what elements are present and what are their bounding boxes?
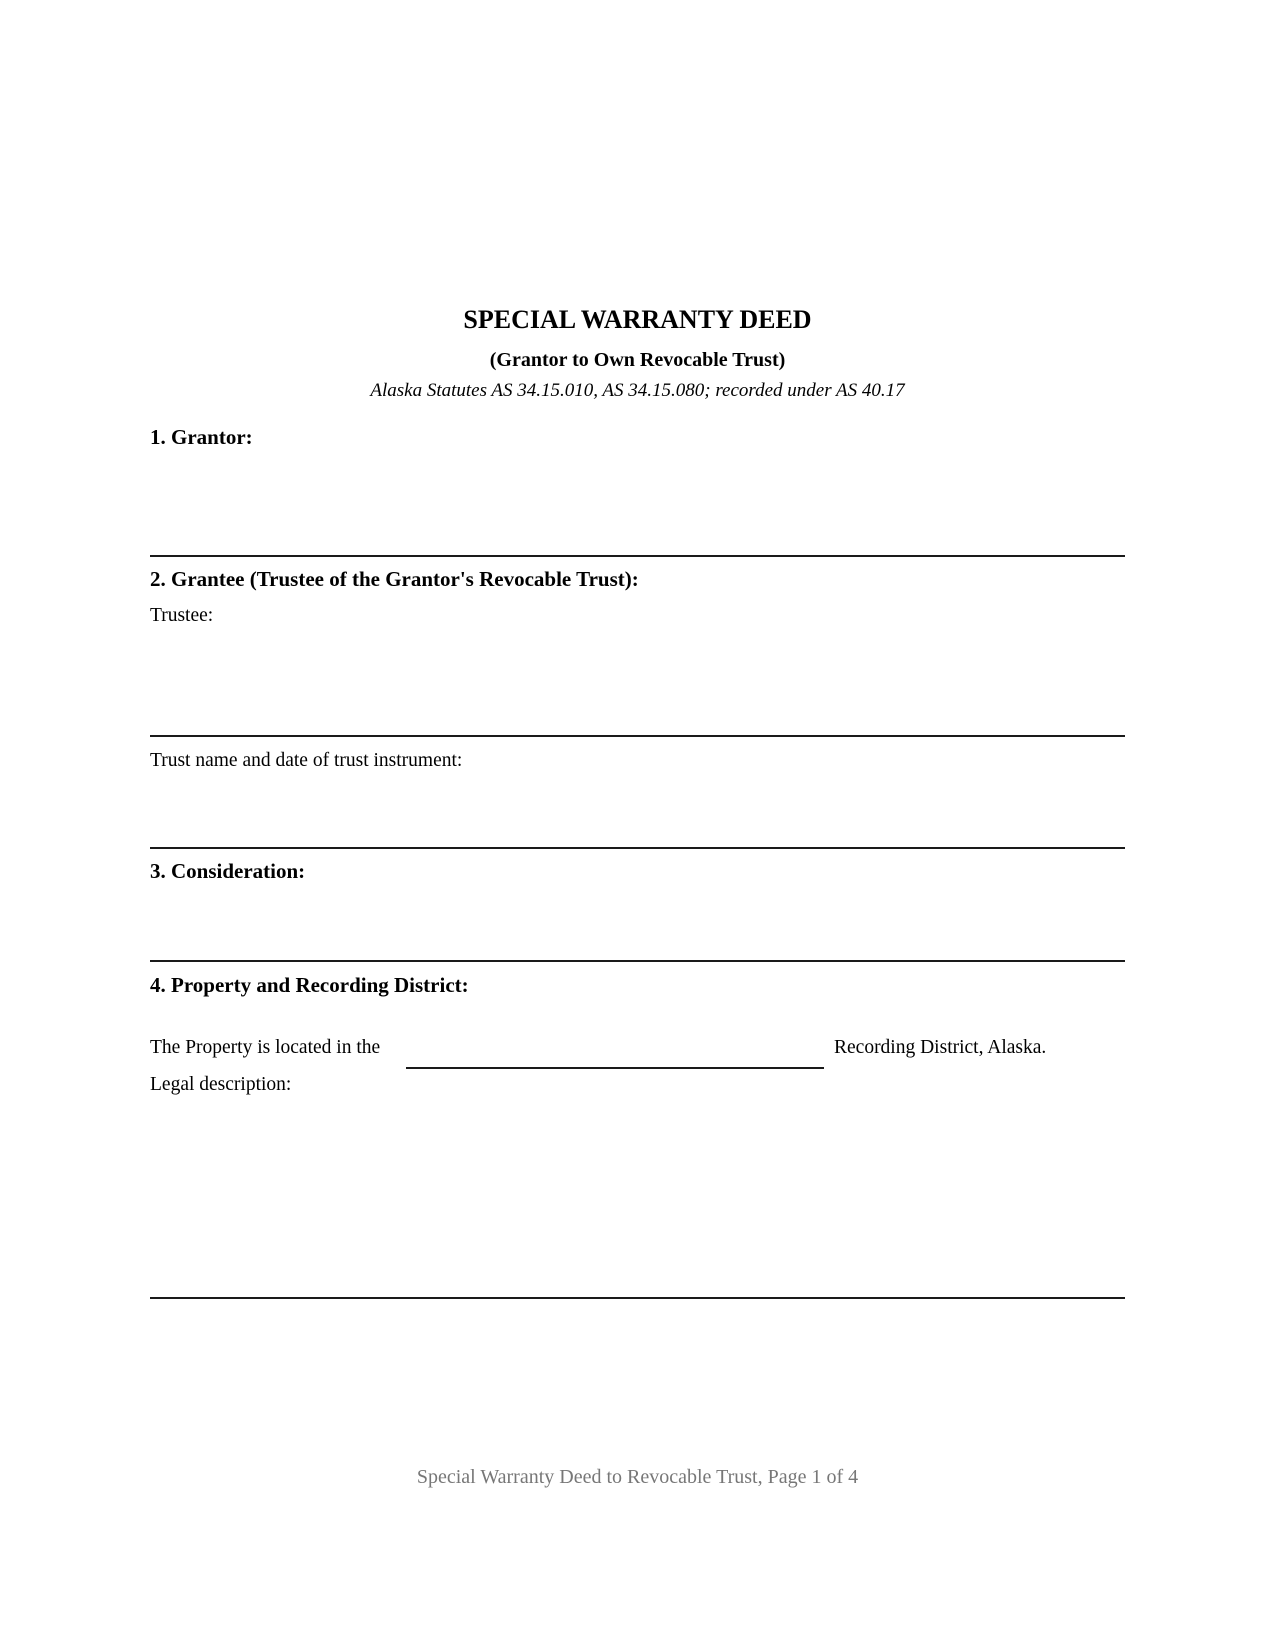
statute-reference: Alaska Statutes AS 34.15.010, AS 34.15.080; recorded under AS 40.17 [370, 380, 905, 401]
property-location-prefix: The Property is located in the [150, 1037, 381, 1058]
grantor-field-line[interactable] [150, 555, 1125, 557]
trustee-label: Trustee: [150, 605, 214, 626]
document-title: SPECIAL WARRANTY DEED [463, 305, 812, 334]
grantor-heading: 1. Grantor: [150, 425, 253, 449]
legal-description-label: Legal description: [150, 1074, 292, 1095]
trust-name-field-line[interactable] [150, 847, 1125, 849]
page-footer: Special Warranty Deed to Revocable Trust, Page 1 of 4 [416, 1466, 859, 1488]
grantee-heading: 2. Grantee (Trustee of the Grantor's Revocable Trust): [150, 567, 639, 591]
consideration-heading: 3. Consideration: [150, 859, 306, 883]
document-subtitle: (Grantor to Own Revocable Trust) [489, 349, 786, 371]
property-heading: 4. Property and Recording District: [150, 973, 469, 997]
trust-name-label: Trust name and date of trust instrument: [150, 750, 463, 771]
trustee-field-line[interactable] [150, 735, 1125, 737]
legal-description-field-line[interactable] [150, 1297, 1125, 1299]
property-location-suffix: Recording District, Alaska. [834, 1037, 1047, 1058]
consideration-field-line[interactable] [150, 960, 1125, 962]
recording-district-field-line[interactable] [406, 1067, 824, 1069]
